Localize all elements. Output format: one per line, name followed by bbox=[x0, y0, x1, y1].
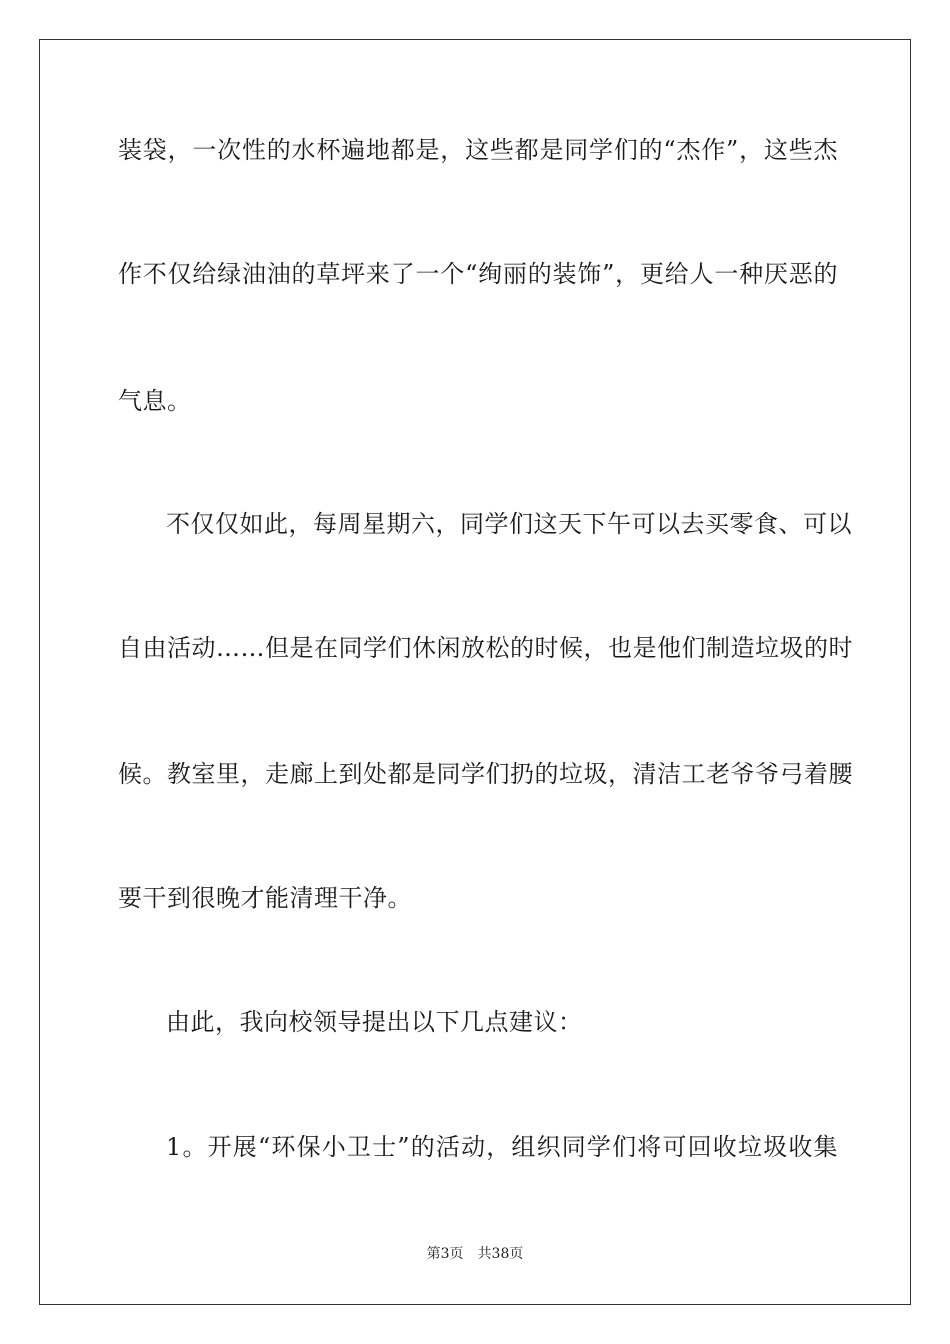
text-line: 候。教室里，走廊上到处都是同学们扔的垃圾，清洁工老爷爷弓着腰 bbox=[118, 760, 853, 788]
text-line: 要干到很晚才能清理干净。 bbox=[118, 884, 412, 912]
list-item-line: 1。开展“环保小卫士”的活动，组织同学们将可回收垃圾收集 bbox=[166, 1133, 838, 1161]
text-line: 作不仅给绿油油的草坪来了一个“绚丽的装饰”，更给人一种厌恶的 bbox=[118, 260, 838, 288]
page-border bbox=[39, 39, 911, 1305]
text-line: 装袋，一次性的水杯遍地都是，这些都是同学们的“杰作”，这些杰 bbox=[118, 136, 838, 164]
text-line: 气息。 bbox=[118, 387, 192, 415]
total-pages: 共38页 bbox=[477, 1246, 524, 1262]
text-line: 自由活动……但是在同学们休闲放松的时候，也是他们制造垃圾的时 bbox=[118, 634, 853, 662]
page-footer bbox=[0, 1245, 950, 1263]
page-number: 第3页 bbox=[426, 1246, 464, 1262]
paragraph-start-line: 不仅仅如此，每周星期六，同学们这天下午可以去买零食、可以 bbox=[166, 510, 852, 538]
paragraph-start-line: 由此，我向校领导提出以下几点建议： bbox=[166, 1008, 583, 1036]
